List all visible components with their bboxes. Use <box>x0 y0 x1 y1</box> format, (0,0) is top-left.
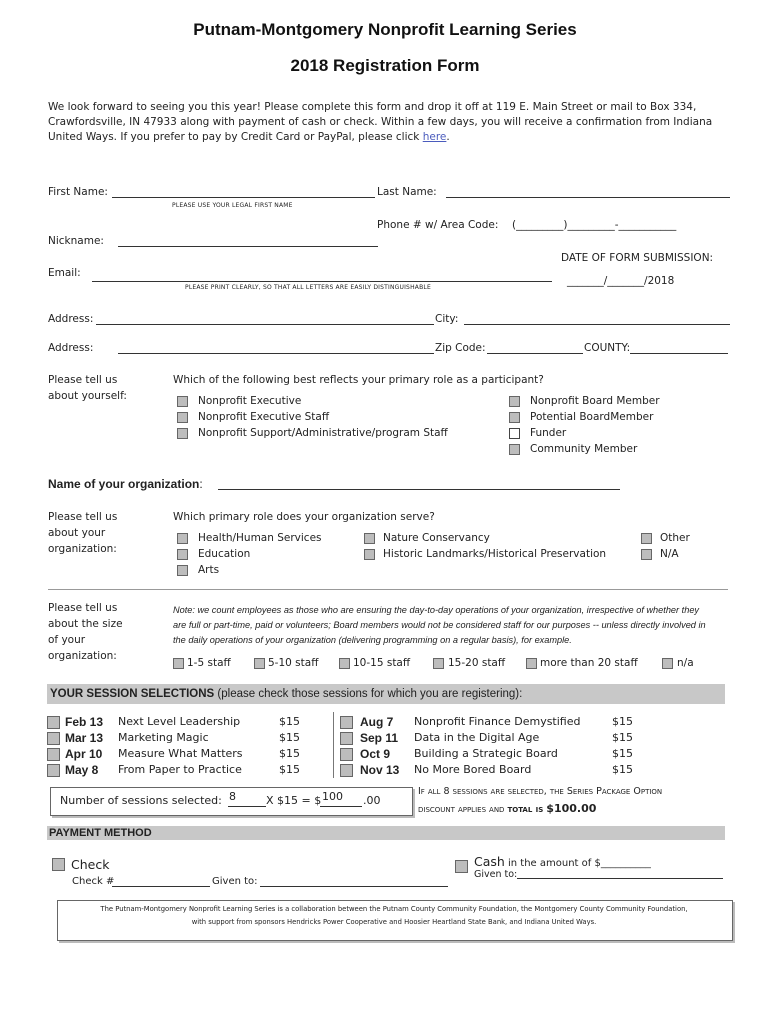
session-total-cents: .00 <box>363 794 381 807</box>
role-checkbox[interactable] <box>509 444 520 455</box>
zip-label: Zip Code: <box>435 342 486 354</box>
staff-size-checkbox[interactable] <box>662 658 673 669</box>
role-checkbox[interactable] <box>509 428 520 439</box>
check-given-field[interactable] <box>260 886 448 887</box>
first-name-field[interactable] <box>112 197 375 198</box>
org-role-option: N/A <box>660 548 679 560</box>
org-role-option: Historic Landmarks/Historical Preservation <box>383 548 607 560</box>
first-name-label: First Name: <box>48 186 108 198</box>
staff-size-checkbox[interactable] <box>254 658 265 669</box>
session-checkbox[interactable] <box>47 764 60 777</box>
form-title: Putnam-Montgomery Nonprofit Learning Series <box>193 20 577 39</box>
role-checkbox[interactable] <box>177 396 188 407</box>
staff-size-checkbox[interactable] <box>339 658 350 669</box>
session-title: Data in the Digital Age <box>414 731 540 744</box>
last-name-field[interactable] <box>446 197 730 198</box>
role-option: Nonprofit Executive <box>198 395 302 407</box>
session-price: $15 <box>612 747 633 760</box>
staff-note-1: Note: we count employees as those who are ensuring the day-to-day operations of your organization, irrespective of whether they <box>173 605 700 615</box>
session-date: Sep 11 <box>360 731 399 745</box>
org-role-option: Other <box>660 532 690 544</box>
address-label-1: Address: <box>48 313 94 325</box>
session-title: Marketing Magic <box>118 731 209 744</box>
session-price: $15 <box>612 763 633 776</box>
footer-line-1: The Putnam-Montgomery Nonprofit Learning Series is a collaboration between the Putnam County Community Foundation, the Montgomery County Community Foundation, <box>100 905 688 913</box>
org-size-side-1: Please tell us <box>48 602 118 614</box>
city-label: City: <box>435 313 459 325</box>
org-role-side-2: about your <box>48 527 106 539</box>
role-side-1: Please tell us <box>48 374 118 386</box>
session-title: Nonprofit Finance Demystified <box>414 715 581 728</box>
session-date: May 8 <box>65 763 99 777</box>
role-checkbox[interactable] <box>509 396 520 407</box>
session-date: Feb 13 <box>65 715 104 729</box>
role-option: Potential BoardMember <box>530 411 654 423</box>
intro-line-2: Crawfordsville, IN 47933 along with payment of cash or check. Within a few days, you will receive a confirmation from Indiana <box>48 116 713 128</box>
session-price: $15 <box>279 731 300 744</box>
org-role-option: Arts <box>198 564 220 576</box>
org-role-checkbox[interactable] <box>177 565 188 576</box>
org-name-field[interactable] <box>218 489 620 490</box>
session-title: From Paper to Practice <box>118 763 242 776</box>
check-number-field[interactable] <box>112 886 210 887</box>
session-price: $15 <box>279 763 300 776</box>
city-field[interactable] <box>464 324 730 325</box>
session-checkbox[interactable] <box>340 716 353 729</box>
date-field[interactable]: _______/_______/2018 <box>567 275 675 287</box>
session-date: Aug 7 <box>360 715 394 729</box>
role-checkbox[interactable] <box>177 412 188 423</box>
org-role-option: Health/Human Services <box>198 532 322 544</box>
role-option: Funder <box>530 427 567 439</box>
check-number-label: Check # <box>72 876 115 887</box>
phone-label: Phone # w/ Area Code: <box>377 219 499 231</box>
session-count-field[interactable] <box>228 806 266 807</box>
county-label: COUNTY: <box>584 342 631 354</box>
cash-checkbox[interactable] <box>455 860 468 873</box>
last-name-label: Last Name: <box>377 186 437 198</box>
session-count-value: 8 <box>229 790 236 803</box>
cash-label: Cash in the amount of $__________ <box>474 854 651 869</box>
nickname-field[interactable] <box>118 246 378 247</box>
role-option: Nonprofit Support/Administrative/program Staff <box>198 427 448 439</box>
org-role-checkbox[interactable] <box>177 533 188 544</box>
session-count-label: Number of sessions selected: <box>60 794 222 807</box>
session-checkbox[interactable] <box>340 732 353 745</box>
session-date: Mar 13 <box>65 731 104 745</box>
session-total-value: 100 <box>322 790 343 803</box>
phone-field[interactable]: (_________)_________-___________ <box>512 219 677 231</box>
org-size-side-4: organization: <box>48 650 117 662</box>
footer-line-2: with support from sponsors Hendricks Power Cooperative and Hoosier Heartland State Bank, and Indiana United Ways. <box>191 918 597 926</box>
role-question: Which of the following best reflects your primary role as a participant? <box>173 374 544 386</box>
email-field[interactable] <box>92 281 552 282</box>
org-name-label: Name of your organization: <box>48 477 203 491</box>
org-role-checkbox[interactable] <box>364 549 375 560</box>
intro-line-1: We look forward to seeing you this year! Please complete this form and drop it off at 119 E. Main Street or mail to Box 334, <box>48 101 697 113</box>
staff-size-option: more than 20 staff <box>540 657 638 669</box>
session-price: $15 <box>612 731 633 744</box>
check-label: Check <box>71 857 110 872</box>
session-checkbox[interactable] <box>47 732 60 745</box>
role-option: Nonprofit Executive Staff <box>198 411 330 423</box>
role-checkbox[interactable] <box>509 412 520 423</box>
staff-note-2: are full or part-time, paid or volunteers; Board members would not be considered staff for our purposes -- unless directly involved in <box>173 620 706 630</box>
package-note-2: discount applies and total is $100.00 <box>418 802 597 815</box>
role-option: Community Member <box>530 443 638 455</box>
org-role-option: Education <box>198 548 251 560</box>
payment-heading: PAYMENT METHOD <box>49 827 152 839</box>
org-size-side-3: of your <box>48 634 86 646</box>
check-given-label: Given to: <box>212 876 258 887</box>
session-checkbox[interactable] <box>47 748 60 761</box>
date-label: DATE OF FORM SUBMISSION: <box>561 252 714 264</box>
sessions-heading: YOUR SESSION SELECTIONS (please check those sessions for which you are registering): <box>50 688 523 700</box>
org-role-option: Nature Conservancy <box>383 532 490 544</box>
form-subtitle: 2018 Registration Form <box>290 56 480 75</box>
session-price: $15 <box>279 747 300 760</box>
staff-size-checkbox[interactable] <box>433 658 444 669</box>
cash-given-label: Given to: <box>474 869 518 880</box>
staff-size-checkbox[interactable] <box>173 658 184 669</box>
nickname-label: Nickname: <box>48 235 104 247</box>
session-title: Building a Strategic Board <box>414 747 558 760</box>
role-option: Nonprofit Board Member <box>530 395 660 407</box>
check-checkbox[interactable] <box>52 858 65 871</box>
session-checkbox[interactable] <box>47 716 60 729</box>
org-role-side-1: Please tell us <box>48 511 118 523</box>
staff-size-option: 15-20 staff <box>448 657 506 669</box>
org-role-checkbox[interactable] <box>364 533 375 544</box>
session-multiplier: X $15 = $ <box>266 794 322 807</box>
session-checkbox[interactable] <box>340 764 353 777</box>
staff-size-checkbox[interactable] <box>526 658 537 669</box>
credit-card-link[interactable]: here <box>422 131 447 143</box>
staff-size-option: 10-15 staff <box>353 657 411 669</box>
email-label: Email: <box>48 267 81 279</box>
session-checkbox[interactable] <box>340 748 353 761</box>
address-label-2: Address: <box>48 342 94 354</box>
session-title: No More Bored Board <box>414 763 532 776</box>
first-name-note: PLEASE USE YOUR LEGAL FIRST NAME <box>172 202 293 209</box>
staff-size-option: 5-10 staff <box>268 657 319 669</box>
role-checkbox[interactable] <box>177 428 188 439</box>
staff-note-3: the daily operations of your organization (delivering programming on a regular basis), for example. <box>173 635 572 645</box>
session-total-field[interactable] <box>320 806 362 807</box>
role-side-2: about yourself: <box>48 390 127 402</box>
section-divider <box>48 589 728 590</box>
zip-field[interactable] <box>487 353 583 354</box>
session-date: Oct 9 <box>360 747 391 761</box>
org-role-checkbox[interactable] <box>641 549 652 560</box>
email-note: PLEASE PRINT CLEARLY, SO THAT ALL LETTERS ARE EASILY DISTINGUISHABLE <box>185 284 431 291</box>
county-field[interactable] <box>630 353 728 354</box>
org-role-checkbox[interactable] <box>177 549 188 560</box>
address-field-2[interactable] <box>118 353 434 354</box>
org-role-side-3: organization: <box>48 543 117 555</box>
staff-size-option: n/a <box>677 657 694 669</box>
staff-size-option: 1-5 staff <box>187 657 231 669</box>
session-date: Nov 13 <box>360 763 400 777</box>
sessions-divider <box>333 712 334 778</box>
session-title: Measure What Matters <box>118 747 243 760</box>
package-note-1: If all 8 sessions are selected, the Series Package Option <box>418 786 663 797</box>
session-price: $15 <box>279 715 300 728</box>
org-size-side-2: about the size <box>48 618 123 630</box>
session-price: $15 <box>612 715 633 728</box>
org-role-question: Which primary role does your organization serve? <box>173 511 435 523</box>
org-role-checkbox[interactable] <box>641 533 652 544</box>
intro-line-3: United Ways. If you prefer to pay by Credit Card or PayPal, please click here. <box>48 131 450 143</box>
session-date: Apr 10 <box>65 747 103 761</box>
cash-given-field[interactable] <box>517 878 723 879</box>
session-title: Next Level Leadership <box>118 715 241 728</box>
address-field-1[interactable] <box>96 324 434 325</box>
